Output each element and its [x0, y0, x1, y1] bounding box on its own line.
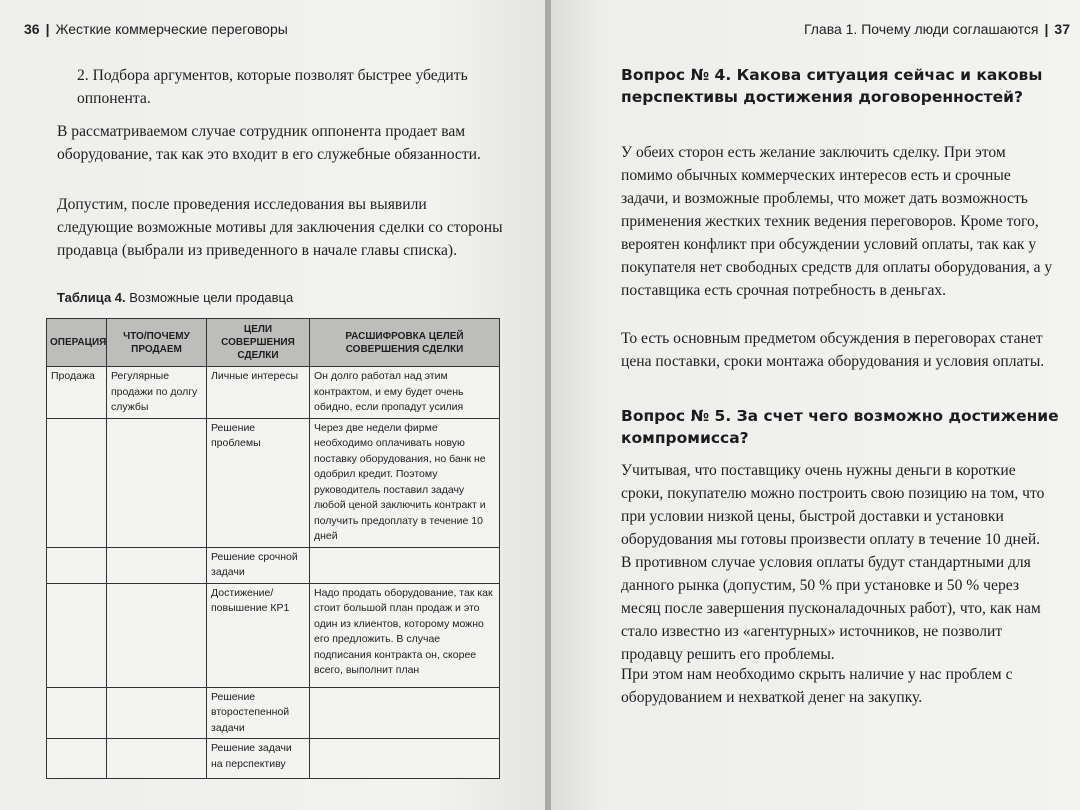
table-row: [47, 547, 500, 583]
right-paragraph-3: Учитывая, что поставщику очень нужны деньги в короткие сроки, покупателю можно построить свою позицию на том, что при условии низкой цены, быстрой доставки и установки оборудования мы готовы произвести оплату в течение 10 дней. В противном случае условия оплаты будут стандартными для данного рынка (допустим, 50 % при установке и 50 % через месяц после завершения пусконаладочных работ), что, как нам стало известно из «агентурных» источников, не позволит продавцу решить его проблемы.: [621, 462, 1045, 663]
cell-detail: [310, 687, 500, 739]
right-page: [551, 0, 1080, 810]
cell-goal: Решение проблемы: [207, 418, 310, 547]
table-row: [47, 367, 500, 419]
cell-operation: [47, 583, 107, 687]
cell-what-why: [107, 687, 207, 739]
list-item-2: 2. Подбора аргументов, которые позволят быстрее убедить оппонента.: [77, 67, 468, 107]
cell-operation: [47, 547, 107, 583]
cell-what-why: Регулярные продажи по долгу службы: [107, 367, 207, 419]
cell-what-why: [107, 583, 207, 687]
right-running-head: Глава 1. Почему люди соглашаются | 37: [803, 21, 1070, 37]
cell-what-why: [107, 418, 207, 547]
table-row: [47, 687, 500, 739]
table-row: [47, 583, 500, 687]
table-caption-label: Таблица 4.: [57, 290, 126, 305]
cell-goal: Решение второстепенной задачи: [207, 687, 310, 739]
question-4-heading: Вопрос № 4. Какова ситуация сейчас и каковы перспективы достижения договоренностей?: [621, 66, 1043, 106]
cell-goal: Решение срочной задачи: [207, 547, 310, 583]
cell-operation: [47, 739, 107, 779]
cell-detail: Он долго работал над этим контрактом, и ему будет очень обидно, если пропадут усилия: [310, 367, 500, 419]
left-running-head: 36 | Жесткие коммерческие переговоры: [24, 21, 288, 37]
table-header-row: [47, 319, 500, 367]
question-5-heading: Вопрос № 5. За счет чего возможно достижение компромисса?: [621, 407, 1059, 447]
cell-detail: [310, 739, 500, 779]
cell-operation: Продажа: [47, 367, 107, 419]
cell-goal: Личные интересы: [207, 367, 310, 419]
right-page-number: 37: [1054, 21, 1070, 37]
cell-detail: Надо продать оборудование, так как стоит большой план продаж и это один из клиентов, которому можно его предложить. В случае подписания контракта он, скорее всего, выполнит план: [310, 583, 500, 687]
header-operation: ОПЕРАЦИЯ: [47, 319, 107, 367]
right-paragraph-1: У обеих сторон есть желание заключить сделку. При этом помимо обычных коммерческих интересов есть и срочные задачи, и возможные проблемы, что может дать возможность применения жестких техник ведения переговоров. Кроме того, вероятен конфликт при обсуждении условий оплаты, так как у покупателя нет свободных средств для оплаты оборудования, а у поставщика есть срочная потребность в деньгах.: [621, 144, 1053, 299]
cell-operation: [47, 687, 107, 739]
right-paragraph-4: При этом нам необходимо скрыть наличие у нас проблем с оборудованием и нехваткой денег на закупку.: [621, 666, 1013, 706]
header-goals: ЦЕЛИ СОВЕРШЕНИЯ СДЕЛКИ: [207, 319, 310, 367]
left-paragraph-1: В рассматриваемом случае сотрудник оппонента продает вам оборудование, так как это входит в его служебные обязанности.: [57, 123, 481, 163]
left-page-number: 36: [24, 21, 40, 37]
cell-goal: Достижение/повышение КР1: [207, 583, 310, 687]
table-row: [47, 739, 500, 779]
chapter-title: Глава 1. Почему люди соглашаются: [803, 21, 1039, 37]
cell-detail: Через две недели фирме необходимо оплачивать новую поставку оборудования, но банк не одобрил кредит. Поэтому руководитель поставил задачу любой ценой заключить контракт и получить предоплату в течение 10 дней: [310, 418, 500, 547]
cell-operation: [47, 418, 107, 547]
left-paragraph-2: Допустим, после проведения исследования вы выявили следующие возможные мотивы для заключения сделки со стороны продавца (выбрали из приведенного в начале главы списка).: [57, 196, 503, 259]
cell-goal: Решение задачи на перспективу: [207, 739, 310, 779]
seller-goals-table: [46, 318, 500, 779]
header-goal-details: РАСШИФРОВКА ЦЕЛЕЙ СОВЕРШЕНИЯ СДЕЛКИ: [310, 319, 500, 367]
cell-detail: [310, 547, 500, 583]
table-caption: [57, 290, 293, 305]
right-paragraph-2: То есть основным предметом обсуждения в переговорах станет цена поставки, сроки монтажа оборудования и условия оплаты.: [621, 330, 1045, 370]
table-row: [47, 418, 500, 547]
cell-what-why: [107, 547, 207, 583]
cell-what-why: [107, 739, 207, 779]
book-title: Жесткие коммерческие переговоры: [55, 21, 288, 37]
table-caption-text: Возможные цели продавца: [129, 290, 294, 305]
header-what-why: ЧТО/ПОЧЕМУ ПРОДАЕМ: [107, 319, 207, 367]
